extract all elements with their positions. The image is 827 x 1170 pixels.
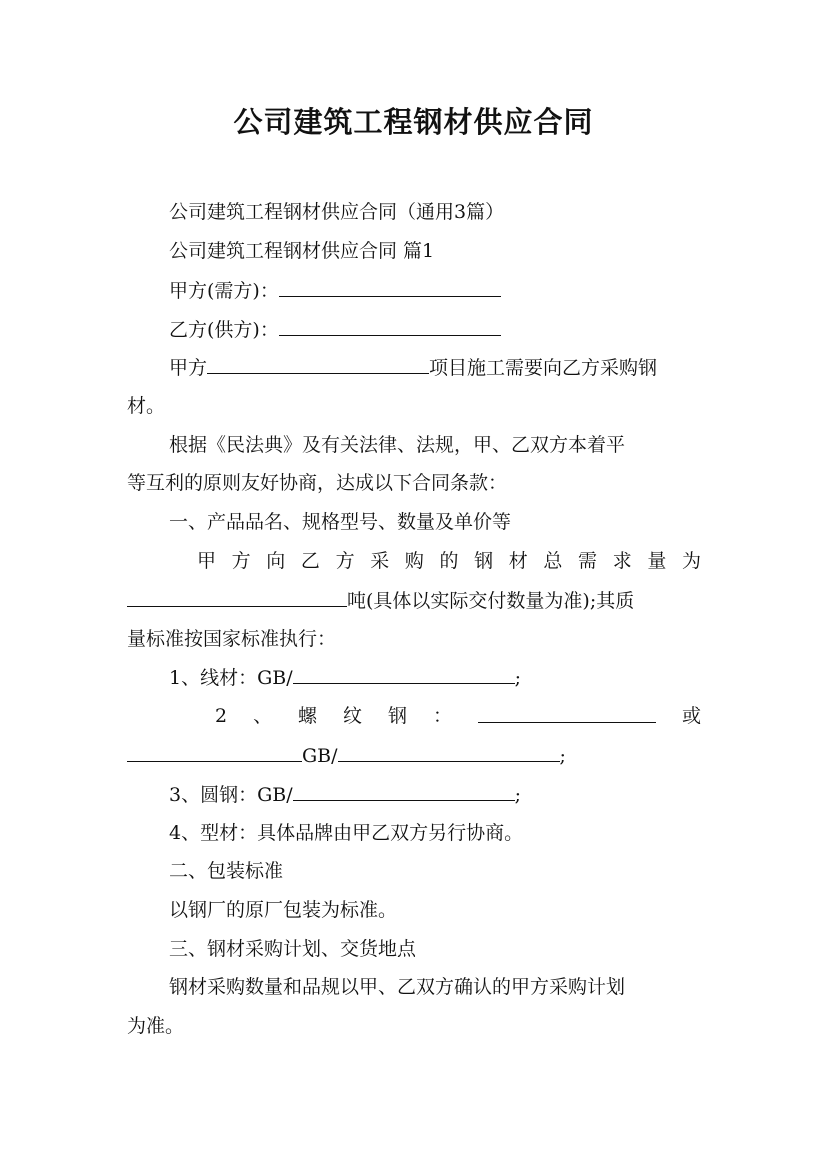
round-steel-label: 3、圆钢：GB/ [169, 784, 293, 806]
char: 方 [335, 550, 355, 572]
char: 需 [578, 550, 598, 572]
party-a-label: 甲方(需方)： [169, 280, 279, 302]
project-text: 项目施工需要向乙方采购钢 [429, 357, 658, 379]
wire-rod-label: 1、线材：GB/ [169, 667, 293, 689]
char: 为 [681, 550, 701, 572]
wire-rod-line [169, 663, 521, 692]
project-blank[interactable] [207, 353, 429, 374]
char: 的 [439, 550, 459, 572]
quantity-blank[interactable] [127, 586, 347, 607]
wire-rod-blank[interactable] [293, 663, 515, 684]
paragraph-text: 为准。 [127, 1015, 185, 1037]
char: 材 [508, 550, 528, 572]
quantity-cont-line [127, 586, 634, 615]
clause-heading-2: 二、包装标准 [169, 860, 284, 882]
paragraph-text: 等互利的原则友好协商，达成以下合同条款： [127, 472, 508, 494]
rebar-sep: 、 [253, 705, 273, 727]
char: 方 [231, 550, 251, 572]
char: 求 [612, 550, 632, 572]
party-b-blank[interactable] [279, 315, 501, 336]
project-line [169, 353, 657, 382]
rebar-char: 螺 [298, 705, 318, 727]
char: 甲 [197, 550, 217, 572]
document-title: 公司建筑工程钢材供应合同 [233, 105, 594, 139]
char: 总 [543, 550, 563, 572]
rebar-char: 纹 [343, 705, 363, 727]
paragraph-text: 钢材采购数量和品规以甲、乙双方确认的甲方采购计划 [169, 976, 626, 998]
party-a-blank[interactable] [279, 276, 501, 297]
rebar-char: 钢 [388, 705, 408, 727]
semicolon: ; [514, 667, 522, 689]
semicolon: ; [559, 745, 566, 767]
paragraph-text: 量标准按国家标准执行： [127, 628, 337, 650]
char: 向 [266, 550, 286, 572]
rebar-num: 2 [215, 705, 228, 727]
rebar-or: 或 [681, 705, 701, 727]
char: 量 [647, 550, 667, 572]
paragraph-text: 以钢厂的原厂包装为标准。 [169, 899, 398, 921]
rebar-gb: GB/ [302, 745, 338, 767]
quantity-text: 吨(具体以实际交付数量为准);其质 [347, 590, 635, 612]
paragraph-text: 根据《民法典》及有关法律、法规，甲、乙双方本着平 [169, 434, 626, 456]
party-b-label: 乙方(供方)： [169, 319, 279, 341]
party-b-line [169, 315, 501, 344]
rebar-cont-line [127, 741, 566, 770]
round-steel-blank[interactable] [293, 780, 515, 801]
profile-line: 4、型材：具体品牌由甲乙双方另行协商。 [169, 822, 524, 844]
rebar-colon: ： [433, 705, 453, 727]
char: 购 [404, 550, 424, 572]
rebar-blank-1[interactable] [478, 702, 656, 723]
semicolon: ; [514, 784, 522, 806]
clause-heading-1: 一、产品品名、规格型号、数量及单价等 [169, 511, 512, 533]
project-label: 甲方 [169, 357, 208, 379]
char: 钢 [474, 550, 494, 572]
clause-heading-3: 三、钢材采购计划、交货地点 [169, 938, 417, 960]
quantity-line [197, 547, 701, 575]
round-steel-line [169, 780, 521, 809]
paragraph-text: 材。 [127, 395, 166, 417]
subtitle-line: 公司建筑工程钢材供应合同（通用3篇） [169, 201, 505, 223]
char: 采 [370, 550, 390, 572]
rebar-line [215, 702, 701, 730]
section-heading: 公司建筑工程钢材供应合同 篇1 [169, 240, 435, 262]
rebar-blank-2[interactable] [127, 741, 302, 762]
char: 乙 [300, 550, 320, 572]
party-a-line [169, 276, 501, 305]
rebar-blank-3[interactable] [338, 741, 560, 762]
